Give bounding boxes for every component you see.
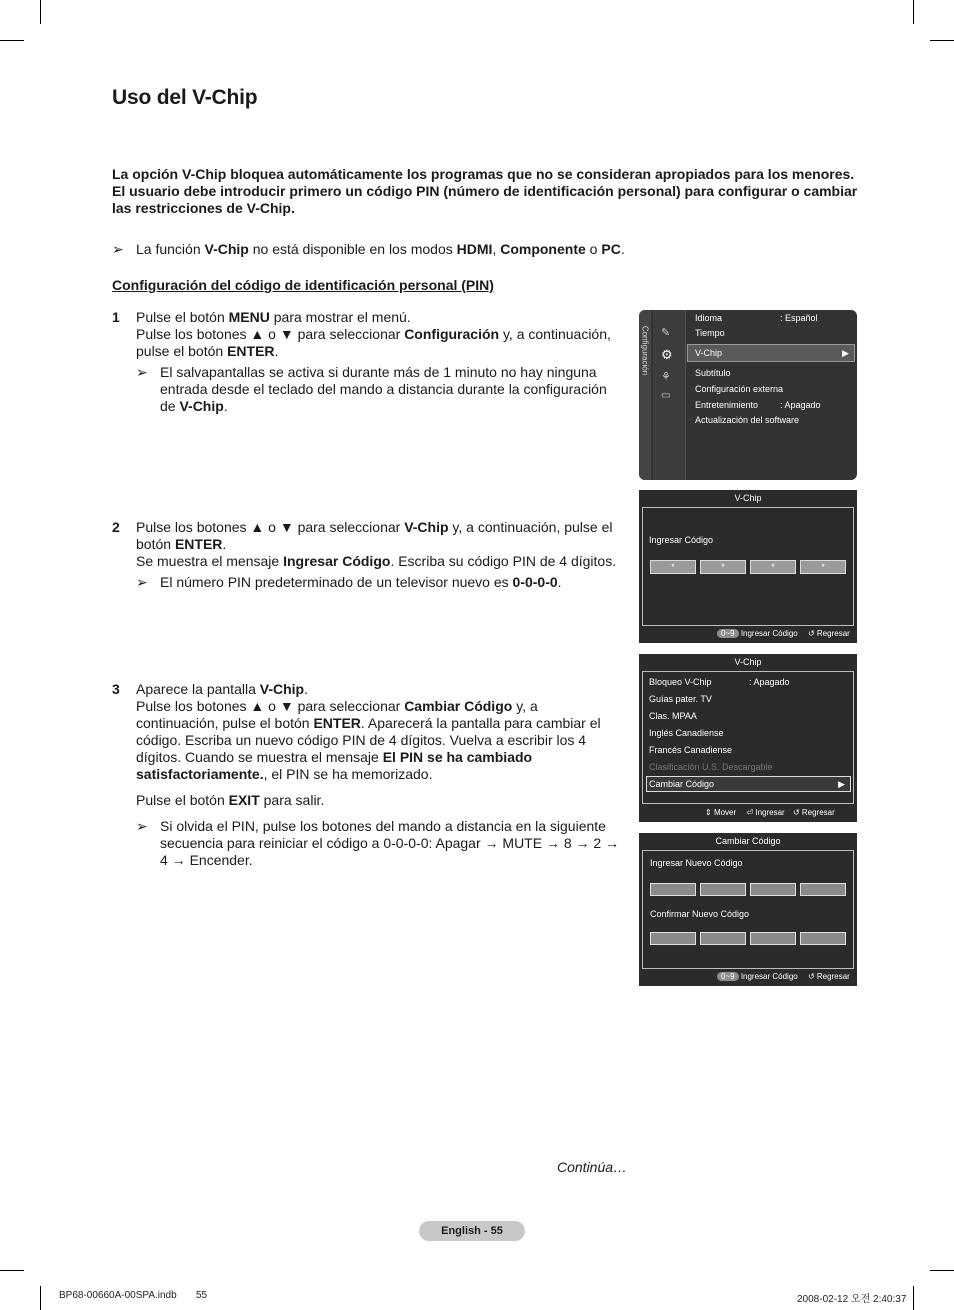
step-tip: ➢ Si olvida el PIN, pulse los botones del mando a distancia en la siguiente secuencia para reiniciar el código a 0-0-0-0: Apagar → MUTE → 8 → 2 → 4 → Encender. (136, 818, 620, 868)
new-code-digit-box[interactable] (650, 883, 696, 896)
note-vchip-modes: ➢ La función V-Chip no está disponible en los modos HDMI, Componente o PC. (112, 241, 625, 257)
osd-title: V-Chip (734, 657, 762, 667)
pin-prompt: Ingresar Código (649, 535, 714, 545)
continued-label: Continúa… (557, 1159, 628, 1175)
vchip-menu-item[interactable]: Francés Canadiense (649, 745, 733, 755)
osd-menu-item[interactable]: Idioma (695, 313, 723, 323)
confirm-code-label: Confirmar Nuevo Código (650, 909, 750, 919)
osd-footer: 0~9 Ingresar Código ↺ Regresar (717, 629, 850, 638)
crop-mark (40, 0, 41, 24)
vchip-menu-item[interactable]: Inglés Canadiense (649, 728, 724, 738)
section-subheading: Configuración del código de identificación personal (PIN) (112, 277, 494, 293)
new-code-digit-box[interactable] (700, 883, 746, 896)
step-number: 1 (112, 309, 120, 325)
crop-mark (930, 1270, 954, 1271)
chevron-right-icon: ▶ (838, 779, 845, 789)
step-number: 3 (112, 681, 120, 697)
vchip-menu-value: : Apagado (749, 677, 790, 687)
new-code-digit-box[interactable] (750, 883, 796, 896)
arrow-icon: ➢ (112, 241, 124, 257)
picture-icon: ✎ (661, 327, 671, 339)
osd-menu-value: : Apagado (780, 400, 821, 410)
new-code-digit-box[interactable] (800, 883, 846, 896)
osd-footer: ⇕ Mover ⏎ Ingresar ↺ Regresar (705, 808, 835, 817)
number-keys-badge: 0~9 (717, 629, 739, 638)
osd-footer: 0~9 Ingresar Código ↺ Regresar (717, 972, 850, 981)
pin-digit-box[interactable]: * (700, 560, 746, 574)
page-number-badge: English - 55 (419, 1221, 525, 1241)
return-icon: ↺ (807, 972, 815, 981)
osd-title: V-Chip (734, 493, 762, 503)
osd-pin-entry (639, 490, 857, 643)
step-number: 2 (112, 519, 120, 535)
osd-menu-item-vchip[interactable]: V-Chip (695, 348, 723, 358)
crop-mark (0, 1270, 24, 1271)
pin-digit-box[interactable]: * (650, 560, 696, 574)
enter-icon: ⏎ (746, 808, 754, 817)
vchip-menu-item[interactable]: Guías pater. TV (649, 694, 712, 704)
osd-menu-item[interactable]: Tiempo (695, 328, 725, 338)
step-body: Aparece la pantalla V-Chip. Pulse los botones ▲ o ▼ para seleccionar Cambiar Código y, a continuación, pulse el botón ENTER. Aparecerá la pantalla para cambiar el código. Escriba un nuevo código PIN de 4 dígitos. Vuelva a escribir los 4 dígitos. Cuando se muestra el mensaje El PIN se ha cambiado satisfactoriamente., el PIN se ha memorizado. Pulse el botón EXIT para salir. (136, 681, 601, 808)
osd-title: Cambiar Código (715, 836, 781, 846)
crop-mark (40, 1286, 41, 1310)
new-code-label: Ingresar Nuevo Código (650, 858, 743, 868)
osd-menu-item[interactable]: Entretenimiento (695, 400, 759, 410)
return-icon: ↺ (807, 629, 815, 638)
step-body: Pulse el botón MENU para mostrar el menú. Pulse los botones ▲ o ▼ para seleccionar Configuración y, a continuación, pulse el botón ENTER. (136, 309, 611, 359)
crop-mark (913, 0, 914, 24)
confirm-code-digit-box[interactable] (700, 932, 746, 945)
osd-side-label: Configuración (640, 325, 650, 376)
vchip-menu-item-disabled: Clasificación U.S. Descargable (649, 762, 773, 772)
confirm-code-digit-box[interactable] (650, 932, 696, 945)
vchip-menu-item[interactable]: Bloqueo V-Chip (649, 677, 712, 687)
osd-menu-item[interactable]: Actualización del software (695, 415, 800, 425)
step-tip: ➢ El número PIN predeterminado de un televisor nuevo es 0-0-0-0. (136, 574, 562, 590)
step-body: Pulse los botones ▲ o ▼ para seleccionar V-Chip y, a continuación, pulse el botón ENTER. Se muestra el mensaje Ingresar Código. Escriba su código PIN de 4 dígitos. (136, 519, 617, 569)
crop-mark (913, 1286, 914, 1310)
osd-menu-item[interactable]: Configuración externa (695, 384, 784, 394)
print-slug-date: 2008-02-12 오전 2:40:37 (797, 1294, 907, 1305)
page-title: Uso del V-Chip (112, 86, 258, 109)
osd-vchip-menu (639, 654, 857, 822)
return-icon: ↺ (792, 808, 800, 817)
input-icon: ▭ (661, 390, 671, 401)
pin-digit-box[interactable]: * (800, 560, 846, 574)
print-slug-file: BP68-00660A-00SPA.indb (59, 1290, 177, 1301)
intro-paragraph: La opción V-Chip bloquea automáticamente los programas que no se consideran apropiados para los menores. El usuario debe introducir primero un código PIN (número de identificación personal) para configurar o cambiar las restricciones de V-Chip. (112, 166, 858, 216)
gear-icon: ⚘ (661, 371, 671, 383)
crop-mark (0, 40, 24, 41)
step-1 (112, 309, 624, 415)
vchip-menu-item[interactable]: Clas. MPAA (649, 711, 697, 721)
vchip-menu-item-change-code[interactable]: Cambiar Código (649, 779, 715, 789)
step-2 (112, 519, 624, 591)
arrow-icon: ➢ (136, 574, 148, 590)
move-icon: ⇕ (705, 808, 712, 817)
osd-menu-value: : Español (780, 313, 818, 323)
sound-icon: ⚙ (661, 347, 673, 362)
arrow-icon: ➢ (136, 818, 148, 834)
arrow-icon: ➢ (136, 364, 148, 380)
osd-menu-item[interactable]: Subtítulo (695, 368, 731, 378)
step-3 (112, 681, 624, 869)
osd-change-code (639, 833, 857, 986)
number-keys-badge: 0~9 (717, 972, 739, 981)
confirm-code-digit-box[interactable] (750, 932, 796, 945)
print-slug-page: 55 (196, 1290, 208, 1301)
osd-setup-menu (639, 310, 857, 480)
chevron-right-icon: ▶ (842, 348, 849, 358)
pin-digit-box[interactable]: * (750, 560, 796, 574)
confirm-code-digit-box[interactable] (800, 932, 846, 945)
crop-mark (930, 40, 954, 41)
step-tip: ➢ El salvapantallas se activa si durante más de 1 minuto no hay ninguna entrada desde el teclado del mando a distancia durante la configuración de V-Chip. (136, 364, 607, 414)
